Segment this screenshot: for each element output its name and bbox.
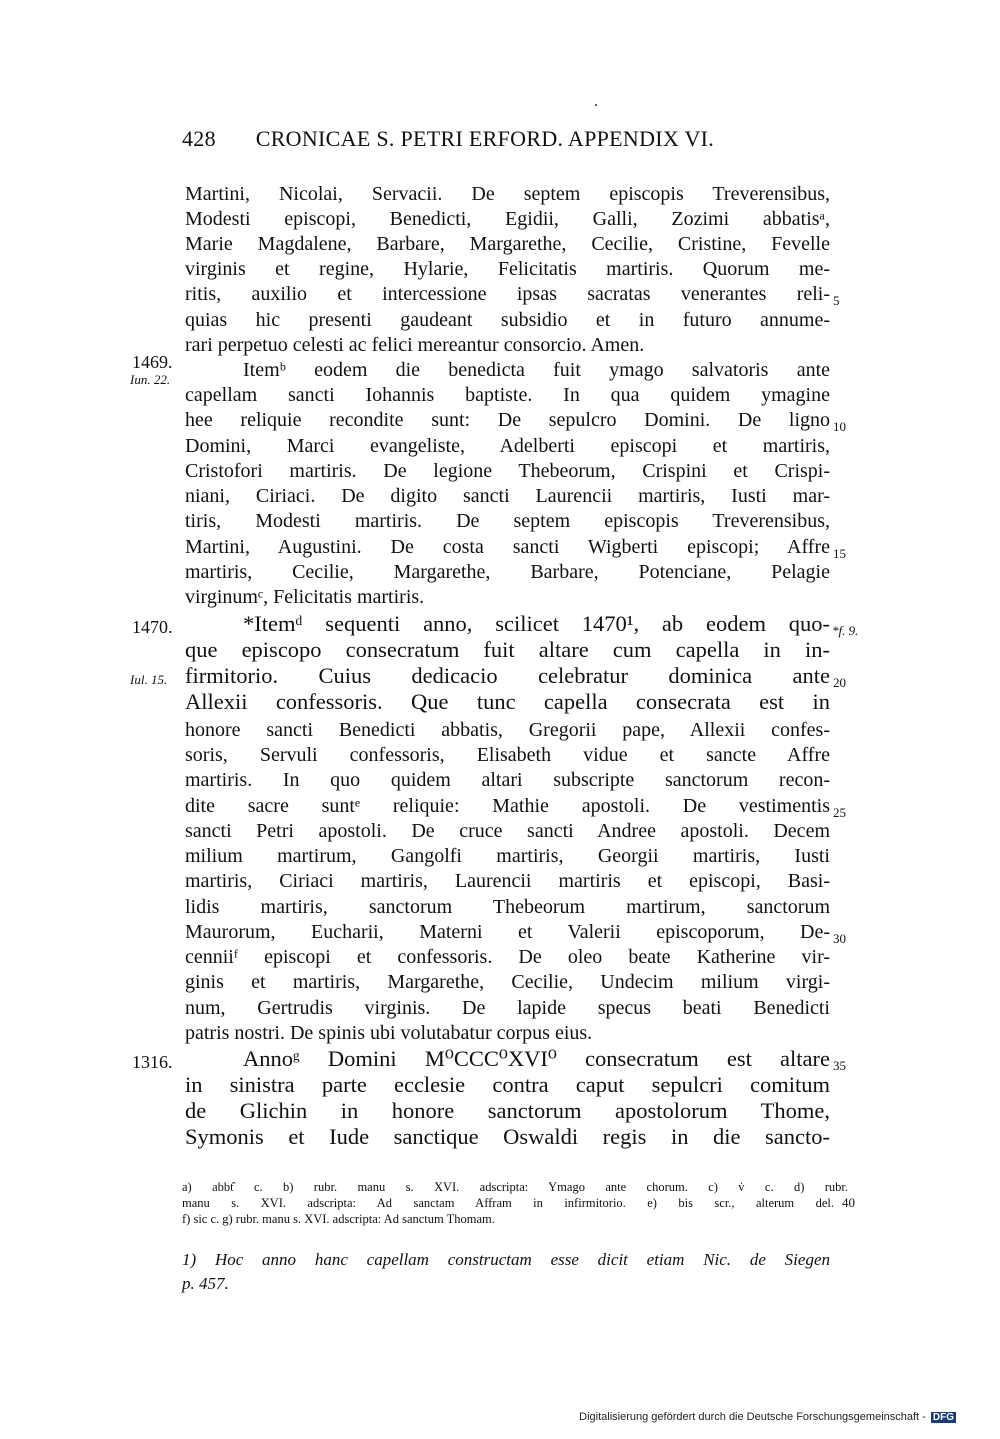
margin-year: 1469. <box>132 352 173 372</box>
text-line: tiris, Modesti martiris. De septem episcopis Treverensibus, <box>185 510 830 532</box>
apparatus-line: f) sic c. g) rubr. manu s. XVI. adscripta: Ad sanctum Thomam. <box>182 1212 495 1226</box>
line-number: 20 <box>833 675 846 690</box>
folio-marker: *f. 9. <box>832 623 859 638</box>
text-line: Annoᵍ Domini M⁰CCC⁰XVI⁰ consecratum est altare <box>243 1046 830 1071</box>
text-line: honore sancti Benedicti abbatis, Gregorii pape, Allexii confes- <box>185 719 830 741</box>
text-line: Martini, Augustini. De costa sancti Wigberti episcopi; Affre <box>185 536 830 558</box>
text-line: martiris, Cecilie, Margarethe, Barbare, Potenciane, Pelagie <box>185 561 830 583</box>
text-line: niani, Ciriaci. De digito sancti Laurencii martiris, Iusti mar- <box>185 485 830 507</box>
text-line: num, Gertrudis virginis. De lapide specus beati Benedicti <box>185 997 830 1019</box>
text-line: capellam sancti Iohannis baptiste. In qua quidem ymagine <box>185 384 830 406</box>
margin-date: Iun. 22. <box>130 372 171 387</box>
running-title: CRONICAE S. PETRI ERFORD. APPENDIX VI. <box>255 126 715 151</box>
text-line: firmitorio. Cuius dedicacio celebratur dominica ante <box>185 663 830 688</box>
text-line: que episcopo consecratum fuit altare cum capella in in- <box>185 637 830 662</box>
text-line: ritis, auxilio et intercessione ipsas sacratas venerantes reli- <box>185 283 830 305</box>
text-line: virginis et regine, Hylarie, Felicitatis martiris. Quorum me- <box>185 258 830 280</box>
text-line: Allexii confessoris. Que tunc capella consecrata est in <box>185 689 830 714</box>
page-number: 428 <box>182 126 216 151</box>
text-line: milium martirum, Gangolfi martiris, Georgii martiris, Iusti <box>185 845 830 867</box>
dfg-logo: DFG <box>932 1412 954 1423</box>
text-line: de Glichin in honore sanctorum apostolorum Thome, <box>185 1098 830 1123</box>
text-line: hee reliquie recondite sunt: De sepulcro Domini. De ligno <box>185 409 830 431</box>
credit-text: Digitalisierung gefördert durch die Deutsche Forschungsgemeinschaft - <box>579 1411 926 1423</box>
text-line: cenniiᶠ episcopi et confessoris. De oleo beate Katherine vir- <box>185 946 830 968</box>
text-line: soris, Servuli confessoris, Elisabeth vidue et sancte Affre <box>185 744 830 766</box>
footnote-line: 1) Hoc anno hanc capellam constructam esse dicit etiam Nic. de Siegen <box>182 1250 830 1269</box>
apparatus-line: manu s. XVI. adscripta: Ad sanctam Affram in infirmitorio. e) bis scr., alterum del. <box>182 1196 834 1210</box>
text-line: quias hic presenti gaudeant subsidio et in futuro annume- <box>185 309 830 331</box>
margin-year: 1316. <box>132 1052 173 1072</box>
text-line: in sinistra parte ecclesie contra caput sepulcri comitum <box>185 1072 830 1097</box>
text-line: Cristofori martiris. De legione Thebeorum, Crispini et Crispi- <box>185 460 830 482</box>
line-number: 25 <box>833 805 846 820</box>
text-line: Domini, Marci evangeliste, Adelberti episcopi et martiris, <box>185 435 830 457</box>
footnote-line: p. 457. <box>182 1274 229 1293</box>
text-line: rari perpetuo celesti ac felici mereantur consorcio. Amen. <box>185 334 645 356</box>
text-line: martiris. In quo quidem altari subscripte sanctorum recon- <box>185 769 830 791</box>
text-line: *Itemᵈ sequenti anno, scilicet 1470¹, ab eodem quo- <box>243 611 830 636</box>
digitization-credit <box>579 1411 956 1423</box>
line-number: 35 <box>833 1058 846 1073</box>
text-line: patris nostri. De spinis ubi volutabatur corpus eius. <box>185 1022 593 1044</box>
text-line: Modesti episcopi, Benedicti, Egidii, Galli, Zozimi abbatisᵃ, <box>185 208 830 230</box>
text-line: Symonis et Iude sanctique Oswaldi regis in die sancto- <box>185 1124 830 1149</box>
line-number: 5 <box>833 293 840 308</box>
text-line: martiris, Ciriaci martiris, Laurencii martiris et episcopi, Basi- <box>185 870 830 892</box>
margin-date: Iul. 15. <box>130 672 168 687</box>
text-line: Itemᵇ eodem die benedicta fuit ymago salvatoris ante <box>243 359 830 381</box>
margin-year: 1470. <box>132 617 173 637</box>
text-line: dite sacre suntᵉ reliquie: Mathie apostoli. De vestimentis <box>185 795 830 817</box>
text-line: virginumᶜ, Felicitatis martiris. <box>185 586 425 608</box>
line-number: 10 <box>833 419 846 434</box>
text-line: Marie Magdalene, Barbare, Margarethe, Cecilie, Cristine, Fevelle <box>185 233 830 255</box>
line-number: 15 <box>833 546 846 561</box>
apparatus-line: a) abbt̑ c. b) rubr. manu s. XVI. adscripta: Ymago ante chorum. c) v̇ c. d) rubr. <box>182 1180 848 1194</box>
text-line: ginis et martiris, Margarethe, Cecilie, Undecim milium virgi- <box>185 971 830 993</box>
text-line: sancti Petri apostoli. De cruce sancti Andree apostoli. Decem <box>185 820 830 842</box>
scan-speck <box>595 104 597 106</box>
running-header <box>182 126 714 152</box>
text-line: Martini, Nicolai, Servacii. De septem episcopis Treverensibus, <box>185 183 830 205</box>
text-line: lidis martiris, sanctorum Thebeorum martirum, sanctorum <box>185 896 830 918</box>
text-line: Maurorum, Eucharii, Materni et Valerii episcoporum, De- <box>185 921 830 943</box>
line-number: 40 <box>842 1195 855 1210</box>
line-number: 30 <box>833 931 846 946</box>
